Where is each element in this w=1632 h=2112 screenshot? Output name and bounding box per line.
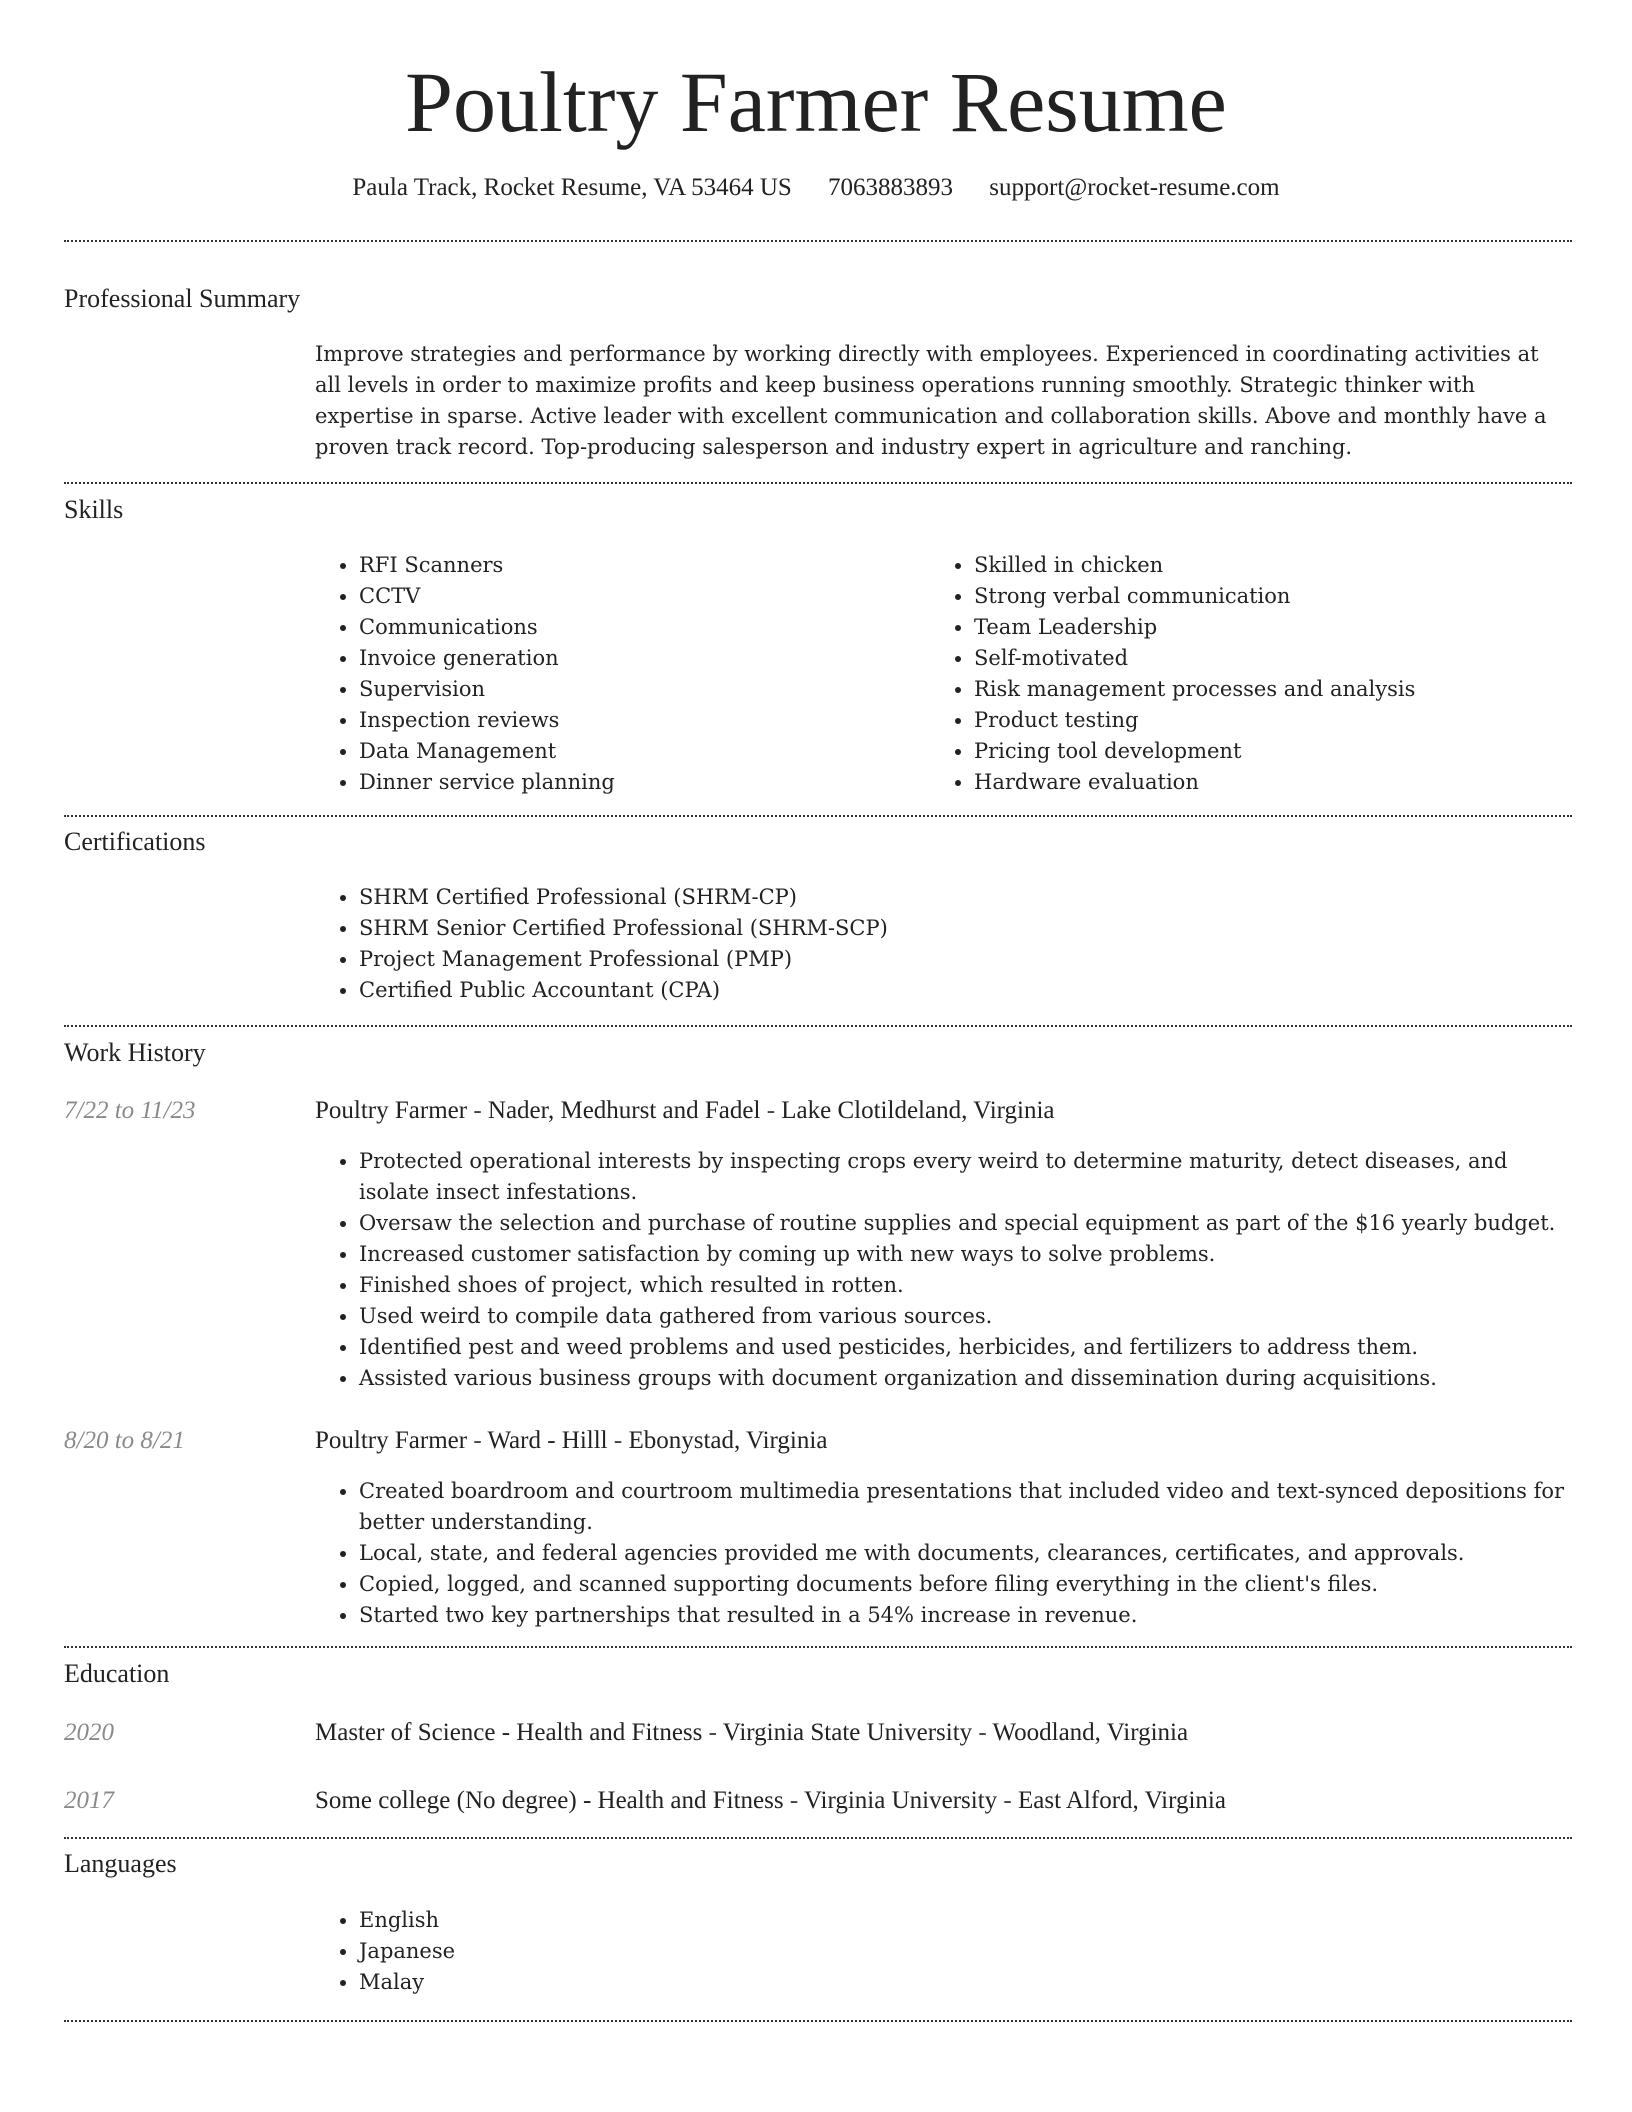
education-location: Woodland, Virginia <box>992 1719 1189 1746</box>
education-entry: Master of Science - Health and Fitness - Virginia State University - Woodland, Virginia <box>315 1719 1189 1746</box>
certification-item: • SHRM Certified Professional (SHRM-CP) <box>359 882 1609 913</box>
education-heading: Education <box>64 1659 170 1688</box>
resume-title: Poultry Farmer Resume <box>405 54 1227 150</box>
skill-item: • RFI Scanners <box>359 550 919 581</box>
job-bullet: • Local, state, and federal agencies provided me with documents, clearances, certificates, and approvals. <box>359 1538 1569 1569</box>
divider <box>64 1646 1572 1648</box>
certifications-list <box>315 882 1609 1006</box>
skill-item: • Invoice generation <box>359 643 919 674</box>
divider <box>64 2020 1572 2022</box>
education-year: 2017 <box>64 1787 114 1814</box>
skill-item: • Supervision <box>359 674 919 705</box>
languages-list <box>315 1905 1609 1998</box>
job-bullet: • Started two key partnerships that resulted in a 54% increase in revenue. <box>359 1600 1569 1631</box>
skill-item: • Product testing <box>974 705 1614 736</box>
job-bullet: • Copied, logged, and scanned supporting documents before filing everything in the client's files. <box>359 1569 1569 1600</box>
divider <box>64 482 1572 484</box>
education-entry: Some college (No degree) - Health and Fitness - Virginia University - East Alford, Virginia <box>315 1787 1226 1814</box>
certification-item: • Project Management Professional (PMP) <box>359 944 1609 975</box>
contact-address: Paula Track, Rocket Resume, VA 53464 US <box>352 174 792 201</box>
education-degree: Master of Science - Health and Fitness <box>315 1719 703 1746</box>
work-heading: Work History <box>64 1038 206 1067</box>
skill-item: • Inspection reviews <box>359 705 919 736</box>
job-company: Nader, Medhurst and Fadel <box>487 1097 761 1124</box>
job-bullets <box>315 1146 1569 1394</box>
job-dates: 8/20 to 8/21 <box>64 1427 185 1454</box>
job-heading: Poultry Farmer - Ward - Hilll - Ebonystad, Virginia <box>315 1427 828 1454</box>
language-item: • English <box>359 1905 1609 1936</box>
job-title: Poultry Farmer <box>315 1427 468 1454</box>
job-bullet: • Used weird to compile data gathered from various sources. <box>359 1301 1569 1332</box>
job-bullets <box>315 1476 1569 1631</box>
job-bullet: • Identified pest and weed problems and used pesticides, herbicides, and fertilizers to address them. <box>359 1332 1569 1363</box>
certifications-heading: Certifications <box>64 827 206 856</box>
job-bullet: • Protected operational interests by inspecting crops every weird to determine maturity, detect diseases, and isolate insect infestations. <box>359 1146 1569 1208</box>
job-location: Ebonystad, Virginia <box>628 1427 828 1454</box>
skill-item: • Risk management processes and analysis <box>974 674 1614 705</box>
job-bullet: • Increased customer satisfaction by coming up with new ways to solve problems. <box>359 1239 1569 1270</box>
education-year: 2020 <box>64 1719 114 1746</box>
language-item: • Malay <box>359 1967 1609 1998</box>
education-degree: Some college (No degree) - Health and Fitness <box>315 1787 784 1814</box>
job-bullet: • Created boardroom and courtroom multimedia presentations that included video and text-synced depositions for better understanding. <box>359 1476 1569 1538</box>
skill-item: • Pricing tool development <box>974 736 1614 767</box>
skill-item: • Skilled in chicken <box>974 550 1614 581</box>
job-bullet: • Finished shoes of project, which resulted in rotten. <box>359 1270 1569 1301</box>
divider <box>64 1025 1572 1027</box>
skill-item: • Self-motivated <box>974 643 1614 674</box>
divider <box>64 240 1572 242</box>
job-heading: Poultry Farmer - Nader, Medhurst and Fadel - Lake Clotildeland, Virginia <box>315 1097 1055 1124</box>
job-title: Poultry Farmer <box>315 1097 468 1124</box>
job-bullet: • Oversaw the selection and purchase of routine supplies and special equipment as part of the $16 yearly budget. <box>359 1208 1569 1239</box>
contact-phone: 7063883893 <box>828 174 954 201</box>
skills-heading: Skills <box>64 495 124 524</box>
divider <box>64 815 1572 817</box>
contact-line <box>0 170 1632 206</box>
job-bullet: • Assisted various business groups with document organization and dissemination during acquisitions. <box>359 1363 1569 1394</box>
skill-item: • Communications <box>359 612 919 643</box>
languages-heading: Languages <box>64 1849 177 1878</box>
skill-item: • Hardware evaluation <box>974 767 1614 798</box>
skill-item: • Dinner service planning <box>359 767 919 798</box>
skill-item: • CCTV <box>359 581 919 612</box>
summary-text: Improve strategies and performance by working directly with employees. Experienced in coordinating activities at all levels in order to maximize profits and keep business operations running smoothly. Strategic thinker with expertise in sparse. Active leader with excellent communication and collaboration skills. Above and monthly have a proven track record. Top-producing salesperson and industry expert in agriculture and ranching. <box>315 342 1547 459</box>
job-dates: 7/22 to 11/23 <box>64 1097 196 1124</box>
job-location: Lake Clotildeland, Virginia <box>781 1097 1055 1124</box>
skill-item: • Data Management <box>359 736 919 767</box>
job-company: Ward - Hilll <box>487 1427 608 1454</box>
language-item: • Japanese <box>359 1936 1609 1967</box>
education-school: Virginia State University <box>722 1719 973 1746</box>
certification-item: • Certified Public Accountant (CPA) <box>359 975 1609 1006</box>
certification-item: • SHRM Senior Certified Professional (SHRM-SCP) <box>359 913 1609 944</box>
education-location: East Alford, Virginia <box>1017 1787 1226 1814</box>
education-school: Virginia University <box>803 1787 998 1814</box>
skills-list-right <box>930 550 1614 798</box>
skill-item: • Strong verbal communication <box>974 581 1614 612</box>
contact-email: support@rocket-resume.com <box>989 174 1280 201</box>
divider <box>64 1837 1572 1839</box>
summary-heading: Professional Summary <box>64 284 301 313</box>
skills-list-left <box>315 550 919 798</box>
skill-item: • Team Leadership <box>974 612 1614 643</box>
